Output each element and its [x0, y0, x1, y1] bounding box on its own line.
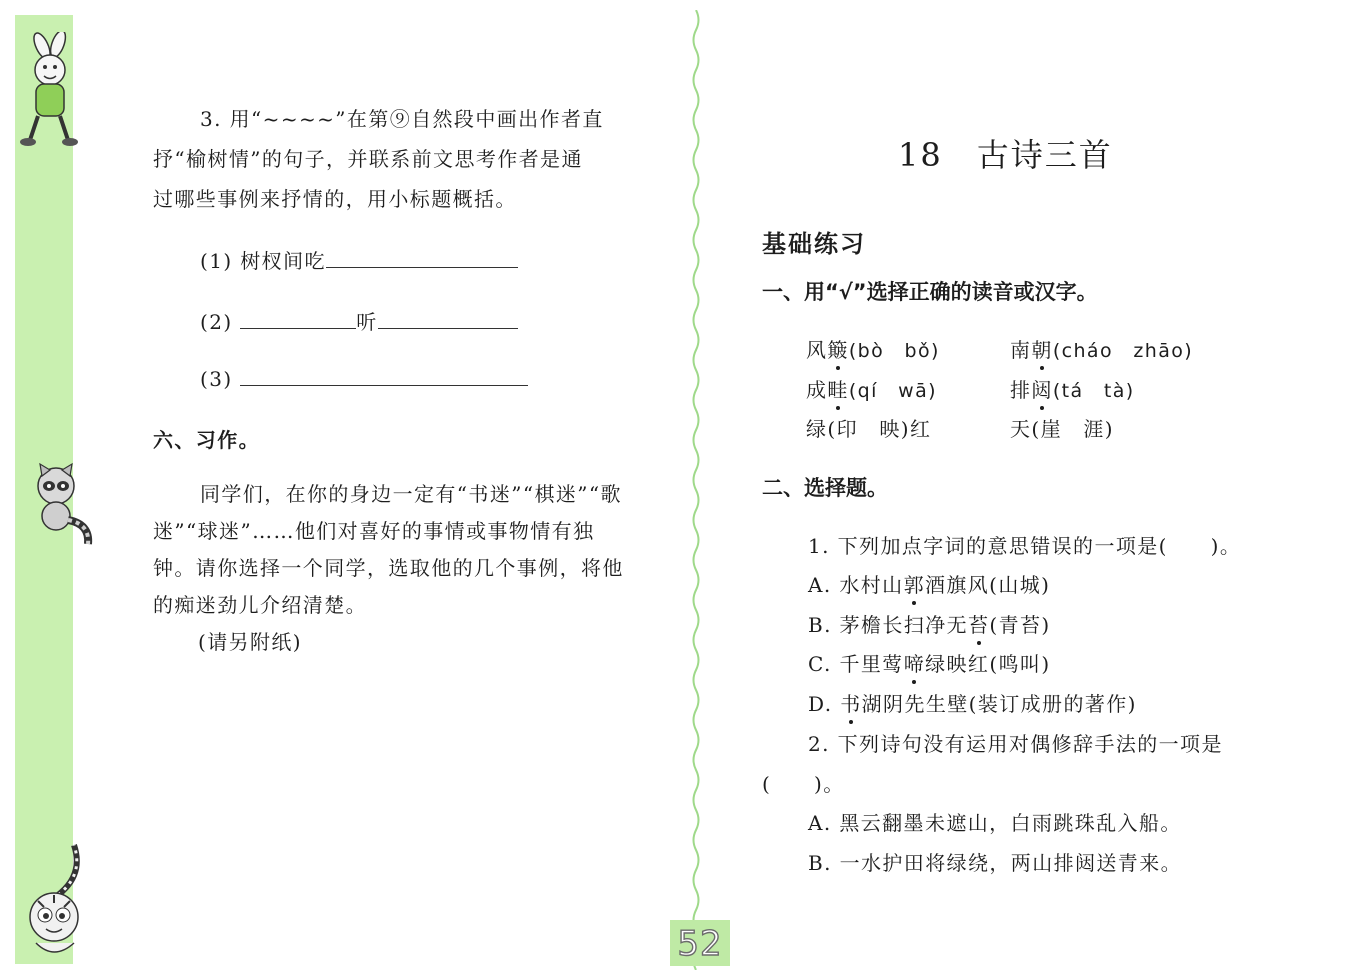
answer-blank-2b[interactable] [378, 310, 518, 329]
pron-item-4 [1010, 374, 1135, 403]
section6-line3: 钟。请你选择一个同学，选取他的几个事例，将他 [153, 556, 624, 580]
lesson-title: 18 古诗三首 [898, 136, 1113, 174]
section6-heading: 六、习作。 [153, 428, 260, 452]
section6-line4: 的痴迷劲儿介绍清楚。 [153, 593, 367, 617]
answer-blank-3[interactable] [240, 367, 528, 386]
option-b-post: (青苔) [989, 613, 1051, 637]
option-b-dotted: 苔 [968, 609, 989, 638]
pron-1-pre: 风 [806, 338, 828, 362]
mc-q1-option-b[interactable] [808, 609, 1051, 638]
answer-blank-2a[interactable] [240, 310, 356, 329]
option-a-pre: A. 水村山 [808, 573, 904, 597]
page-divider [689, 10, 703, 970]
raccoon-illustration [18, 458, 98, 550]
q3-line1: 3. 用“~~~~”在第⑨自然段中画出作者直 [200, 107, 604, 131]
mc-q1-option-c[interactable] [808, 648, 1051, 677]
mc-q1: 1. 下列加点字词的意思错误的一项是( )。 [808, 534, 1242, 558]
mc-q2-line1: 2. 下列诗句没有运用对偶修辞手法的一项是 [808, 732, 1223, 756]
pron-2-pre: 南 [1010, 338, 1032, 362]
q3-line2: 抒“榆树情”的句子，并联系前文思考作者是通 [153, 147, 583, 171]
q3-item2-mid: 听 [356, 310, 378, 334]
option-d-dotted: 书 [840, 688, 861, 717]
section6-line2: 迷”“球迷”……他们对喜好的事情或事物情有独 [153, 519, 595, 543]
q3-item1-label: (1) 树杈间吃 [200, 249, 326, 273]
pron-3-dotted: 畦 [827, 374, 848, 403]
rabbit-illustration [14, 32, 94, 150]
q3-item2-label: (2) [200, 310, 233, 334]
answer-blank-1[interactable] [326, 249, 518, 268]
pron-4-pre: 排 [1010, 378, 1032, 402]
q3-item3-label: (3) [200, 367, 233, 391]
char-item-2[interactable]: 天(崖 涯) [1010, 417, 1115, 441]
q3-item2 [200, 306, 518, 335]
option-a-post: 酒旗风(山城) [924, 573, 1051, 597]
pron-4-dotted: 闼 [1031, 374, 1052, 403]
mc-q2-line2: ( )。 [762, 772, 845, 796]
option-c-dotted: 啼 [904, 648, 925, 677]
pron-3-options[interactable]: (qí wā) [848, 380, 937, 402]
pron-item-1 [806, 334, 940, 363]
q3-item1 [200, 245, 518, 274]
section6-note: (请另附纸) [198, 630, 303, 654]
option-c-pre: C. 千里莺 [808, 652, 904, 676]
pron-item-2 [1010, 334, 1193, 363]
pron-1-dotted: 簸 [827, 334, 848, 363]
section-basic-practice: 基础练习 [762, 230, 866, 258]
pron-1-options[interactable]: (bò bǒ) [848, 340, 940, 362]
pron-4-options[interactable]: (tá tà) [1052, 380, 1135, 402]
mc-q2-option-b[interactable]: B. 一水护田将绿绕，两山排闼送青来。 [808, 851, 1183, 875]
q3-item3 [200, 367, 528, 391]
pron-item-3 [806, 374, 937, 403]
q3-line3: 过哪些事例来抒情的，用小标题概括。 [153, 187, 517, 211]
tiger-illustration [14, 835, 98, 965]
page-number: 52 [670, 920, 730, 966]
option-c-post: 绿映红(鸣叫) [925, 652, 1051, 676]
option-a-dotted: 郭 [904, 569, 925, 598]
pron-2-dotted: 朝 [1031, 334, 1052, 363]
mc-q2-option-a[interactable]: A. 黑云翻墨未遮山，白雨跳珠乱入船。 [808, 811, 1182, 835]
char-item-1[interactable]: 绿(印 映)红 [806, 417, 932, 441]
part1-heading: 一、用“√”选择正确的读音或汉字。 [762, 280, 1098, 304]
pron-3-pre: 成 [806, 378, 828, 402]
mc-q1-option-d[interactable] [808, 688, 1137, 717]
section6-line1: 同学们，在你的身边一定有“书迷”“棋迷”“歌 [200, 482, 622, 506]
mc-q1-option-a[interactable] [808, 569, 1050, 598]
option-d-pre: D. [808, 692, 841, 716]
part2-heading: 二、选择题。 [762, 476, 888, 500]
pron-2-options[interactable]: (cháo zhāo) [1052, 340, 1194, 362]
option-d-post: 湖阴先生壁(装订成册的著作) [861, 692, 1137, 716]
option-b-pre: B. 茅檐长扫净无 [808, 613, 969, 637]
